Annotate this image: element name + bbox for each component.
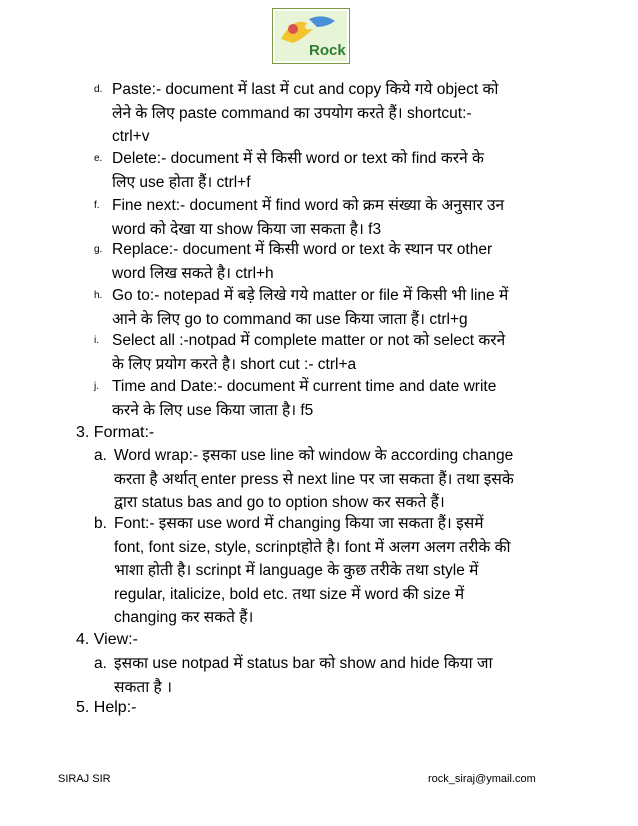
list-item-line: करता है अर्थात् enter press से next line पर जा सकता हैं। तथा इसके bbox=[114, 470, 514, 488]
list-item-line: word को देखा या show किया जा सकता है। f3 bbox=[112, 220, 382, 238]
list-item-line: आने के लिए go to command का use किया जाता हैं। ctrl+g bbox=[112, 310, 468, 328]
list-marker: i. bbox=[94, 335, 99, 346]
list-item-line: ctrl+v bbox=[112, 128, 150, 145]
list-item-line: द्वारा status bas and go to option show कर सकते हैं। bbox=[114, 494, 445, 511]
list-item-line: Delete:- document में से किसी word or text को find करने के bbox=[112, 150, 484, 167]
list-item-line: सकता है । bbox=[114, 678, 172, 696]
list-item-line: Word wrap:- इसका use line को window के according change bbox=[114, 447, 514, 464]
logo-figure-head bbox=[288, 24, 298, 34]
logo-graphic-icon bbox=[273, 9, 349, 63]
list-marker: g. bbox=[94, 244, 103, 255]
list-item-line: font, font size, style, scrinptहोते है। font में अलग अलग तरीके की bbox=[114, 538, 511, 556]
list-marker: d. bbox=[94, 84, 103, 95]
list-item-line: इसका use notpad में status bar को show and hide किया जा bbox=[114, 655, 493, 672]
section-heading-help: 5. Help:- bbox=[76, 699, 137, 716]
list-marker: e. bbox=[94, 153, 103, 164]
list-item-replace bbox=[112, 238, 567, 285]
section-heading-format: 3. Format:- bbox=[76, 424, 155, 441]
list-item-line: changing कर सकते हैं। bbox=[114, 609, 254, 626]
list-item-line: Replace:- document में किसी word or text के स्थान पर other bbox=[112, 241, 493, 258]
list-item-line: regular, italicize, bold etc. तथा size में word की size में bbox=[114, 585, 465, 603]
list-item-line: Paste:- document में last में cut and copy किये गये object को bbox=[112, 81, 499, 98]
list-item-line: करने के लिए use किया जाता है। f5 bbox=[112, 401, 314, 419]
list-marker: b. bbox=[94, 515, 107, 532]
list-item-line: Go to:- notepad में बड़े लिखे गये matter or file में किसी भी line में bbox=[112, 287, 509, 304]
list-item-paste bbox=[112, 78, 567, 149]
list-item-word-wrap bbox=[114, 444, 574, 515]
logo-text: Rock bbox=[309, 42, 346, 59]
list-marker: a. bbox=[94, 447, 107, 464]
list-item-line: भाशा होती है। scrinpt में language के कुछ तरीके तथा style में bbox=[114, 562, 479, 579]
list-item-line: Select all :-notpad में complete matter or not को select करने bbox=[112, 332, 506, 349]
list-item-line: Time and Date:- document में current time and date write bbox=[112, 378, 497, 395]
list-item-line: Font:- इसका use word में changing किया जा सकता हैं। इसमें bbox=[114, 515, 484, 532]
footer-author: SIRAJ SIR bbox=[58, 773, 111, 785]
list-item-status-bar bbox=[114, 652, 574, 699]
rock-logo bbox=[272, 8, 350, 64]
list-item-font bbox=[114, 512, 574, 630]
list-marker: j. bbox=[94, 381, 99, 392]
list-item-delete bbox=[112, 147, 567, 194]
list-item-line: word लिख सकते है। ctrl+h bbox=[112, 264, 274, 282]
list-item-line: लेने के लिए paste command का उपयोग करते हैं। shortcut:- bbox=[112, 104, 472, 122]
list-item-line: के लिए प्रयोग करते है। short cut :- ctrl+a bbox=[112, 355, 357, 373]
footer-email: rock_siraj@ymail.com bbox=[428, 773, 536, 785]
list-item-select-all bbox=[112, 329, 567, 376]
list-marker: h. bbox=[94, 290, 103, 301]
list-item-line: Fine next:- document में find word को क्रम संख्या के अनुसार उन bbox=[112, 197, 505, 214]
list-marker: f. bbox=[94, 200, 100, 211]
list-item-find-next bbox=[112, 194, 567, 241]
list-item-time-date bbox=[112, 375, 567, 422]
list-marker: a. bbox=[94, 655, 107, 672]
list-item-go-to bbox=[112, 284, 567, 331]
section-heading-view: 4. View:- bbox=[76, 631, 138, 648]
list-item-line: लिए use होता हैं। ctrl+f bbox=[112, 173, 251, 191]
